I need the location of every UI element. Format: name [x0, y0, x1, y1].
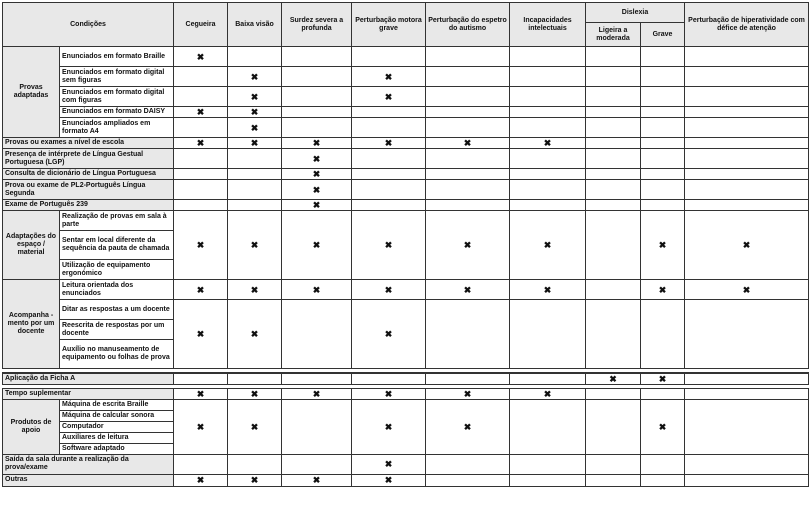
- check-mark: ✖: [228, 118, 282, 138]
- check-mark: ✖: [174, 211, 228, 280]
- header-incapacidades: Incapacidades intelectuais: [510, 3, 586, 47]
- row-label-dicionario: Consulta de dicionário de Língua Portuguesa: [3, 169, 174, 180]
- table-row: [3, 211, 809, 231]
- check-mark: ✖: [641, 211, 685, 280]
- check-mark: ✖: [174, 107, 228, 118]
- header-dislexia-ligeira: Ligeira a moderada: [586, 23, 641, 47]
- check-mark: ✖: [228, 211, 282, 280]
- header-hiperatividade: Perturbação de hiperatividade com défice de atenção: [685, 3, 809, 47]
- check-mark: ✖: [685, 211, 809, 280]
- header-conditions: Condições: [3, 3, 174, 47]
- row-label-saida: Saída da sala durante a realização da prova/exame: [3, 454, 174, 474]
- group-acompanhamento: Acompanha -mento por um docente: [3, 280, 60, 369]
- check-mark: ✖: [352, 474, 426, 486]
- check-mark: ✖: [282, 180, 352, 200]
- check-mark: ✖: [228, 67, 282, 87]
- check-mark: ✖: [641, 280, 685, 300]
- header-dislexia-grave: Grave: [641, 23, 685, 47]
- table-row: [3, 280, 809, 300]
- check-mark: ✖: [685, 280, 809, 300]
- row-label-auxiliares-leitura: Auxiliares de leitura: [60, 432, 174, 443]
- row-label-leitura: Leitura orientada dos enunciados: [60, 280, 174, 300]
- check-mark: ✖: [228, 399, 282, 454]
- check-mark: ✖: [228, 388, 282, 399]
- group-adaptacoes: Adaptações do espaço / material: [3, 211, 60, 280]
- check-mark: ✖: [352, 87, 426, 107]
- header-cegueira: Cegueira: [174, 3, 228, 47]
- check-mark: ✖: [510, 388, 586, 399]
- row-label-provas-escola: Provas ou exames a nível de escola: [3, 138, 174, 149]
- check-mark: ✖: [426, 388, 510, 399]
- check-mark: ✖: [352, 454, 426, 474]
- check-mark: ✖: [426, 211, 510, 280]
- row-label-digital-com-figuras: Enunciados em formato digital com figuras: [60, 87, 174, 107]
- check-mark: ✖: [641, 373, 685, 384]
- check-mark: ✖: [282, 169, 352, 180]
- row-label-auxilio: Auxílio no manuseamento de equipamento ou folhas de prova: [60, 340, 174, 369]
- check-mark: ✖: [174, 280, 228, 300]
- check-mark: ✖: [426, 280, 510, 300]
- check-mark: ✖: [174, 47, 228, 67]
- table-row: [3, 388, 809, 399]
- table-row: [3, 149, 809, 169]
- row-label-ficha-a: Aplicação da Ficha A: [3, 373, 174, 384]
- check-mark: ✖: [352, 138, 426, 149]
- row-label-sentar: Sentar em local diferente da sequência da pauta de chamada: [60, 231, 174, 260]
- check-mark: ✖: [282, 474, 352, 486]
- table-row: [3, 47, 809, 67]
- check-mark: ✖: [352, 300, 426, 369]
- header-surdez: Surdez severa a profunda: [282, 3, 352, 47]
- row-label-digital-sem-figuras: Enunciados em formato digital sem figuras: [60, 67, 174, 87]
- conditions-table: [2, 2, 809, 487]
- check-mark: ✖: [426, 399, 510, 454]
- group-produtos-apoio: Produtos de apoio: [3, 399, 60, 454]
- check-mark: ✖: [282, 388, 352, 399]
- table-row: [3, 87, 809, 107]
- row-label-exame-239: Exame de Português 239: [3, 200, 174, 211]
- header-autismo: Perturbação do espetro do autismo: [426, 3, 510, 47]
- check-mark: ✖: [510, 211, 586, 280]
- check-mark: ✖: [282, 280, 352, 300]
- check-mark: ✖: [352, 67, 426, 87]
- row-label-maquina-braille: Máquina de escrita Braille: [60, 399, 174, 410]
- check-mark: ✖: [174, 138, 228, 149]
- check-mark: ✖: [352, 280, 426, 300]
- check-mark: ✖: [352, 388, 426, 399]
- check-mark: ✖: [352, 211, 426, 280]
- row-label-ergonomico: Utilização de equipamento ergonómico: [60, 260, 174, 280]
- check-mark: ✖: [510, 138, 586, 149]
- check-mark: ✖: [641, 399, 685, 454]
- row-label-pl2: Prova ou exame de PL2-Português Língua Segunda: [3, 180, 174, 200]
- table-row: [3, 67, 809, 87]
- row-label-interprete: Presença de intérprete de Língua Gestual Portuguesa (LGP): [3, 149, 174, 169]
- table-row: [3, 169, 809, 180]
- table-row: [3, 373, 809, 384]
- check-mark: ✖: [228, 87, 282, 107]
- row-label-maquina-calcular: Máquina de calcular sonora: [60, 410, 174, 421]
- row-label-daisy: Enunciados em formato DAISY: [60, 107, 174, 118]
- table-row: [3, 200, 809, 211]
- check-mark: ✖: [510, 280, 586, 300]
- table-row: [3, 107, 809, 118]
- header-baixa-visao: Baixa visão: [228, 3, 282, 47]
- header-perturbacao-motora: Perturbação motora grave: [352, 3, 426, 47]
- row-label-ampliados: Enunciados ampliados em formato A4: [60, 118, 174, 138]
- table-row: [3, 180, 809, 200]
- check-mark: ✖: [174, 474, 228, 486]
- check-mark: ✖: [228, 107, 282, 118]
- row-label-computador: Computador: [60, 421, 174, 432]
- check-mark: ✖: [282, 138, 352, 149]
- row-label-software: Software adaptado: [60, 443, 174, 454]
- group-provas-adaptadas: Provas adaptadas: [3, 47, 60, 138]
- row-label-braille: Enunciados em formato Braille: [60, 47, 174, 67]
- check-mark: ✖: [174, 300, 228, 369]
- check-mark: ✖: [228, 300, 282, 369]
- check-mark: ✖: [174, 388, 228, 399]
- row-label-outras: Outras: [3, 474, 174, 486]
- check-mark: ✖: [228, 280, 282, 300]
- table-row: [3, 300, 809, 320]
- table-row: [3, 399, 809, 410]
- check-mark: ✖: [282, 149, 352, 169]
- row-label-sala-parte: Realização de provas em sala à parte: [60, 211, 174, 231]
- header-dislexia: Dislexia: [586, 3, 685, 23]
- row-label-tempo: Tempo suplementar: [3, 388, 174, 399]
- table-row: [3, 474, 809, 486]
- row-label-reescrita: Reescrita de respostas por um docente: [60, 320, 174, 340]
- check-mark: ✖: [426, 138, 510, 149]
- table-row: [3, 118, 809, 138]
- row-label-ditar: Ditar as respostas a um docente: [60, 300, 174, 320]
- check-mark: ✖: [352, 399, 426, 454]
- table-row: [3, 138, 809, 149]
- check-mark: ✖: [228, 474, 282, 486]
- table-row: [3, 454, 809, 474]
- check-mark: ✖: [586, 373, 641, 384]
- check-mark: ✖: [282, 200, 352, 211]
- check-mark: ✖: [282, 211, 352, 280]
- check-mark: ✖: [174, 399, 228, 454]
- check-mark: ✖: [228, 138, 282, 149]
